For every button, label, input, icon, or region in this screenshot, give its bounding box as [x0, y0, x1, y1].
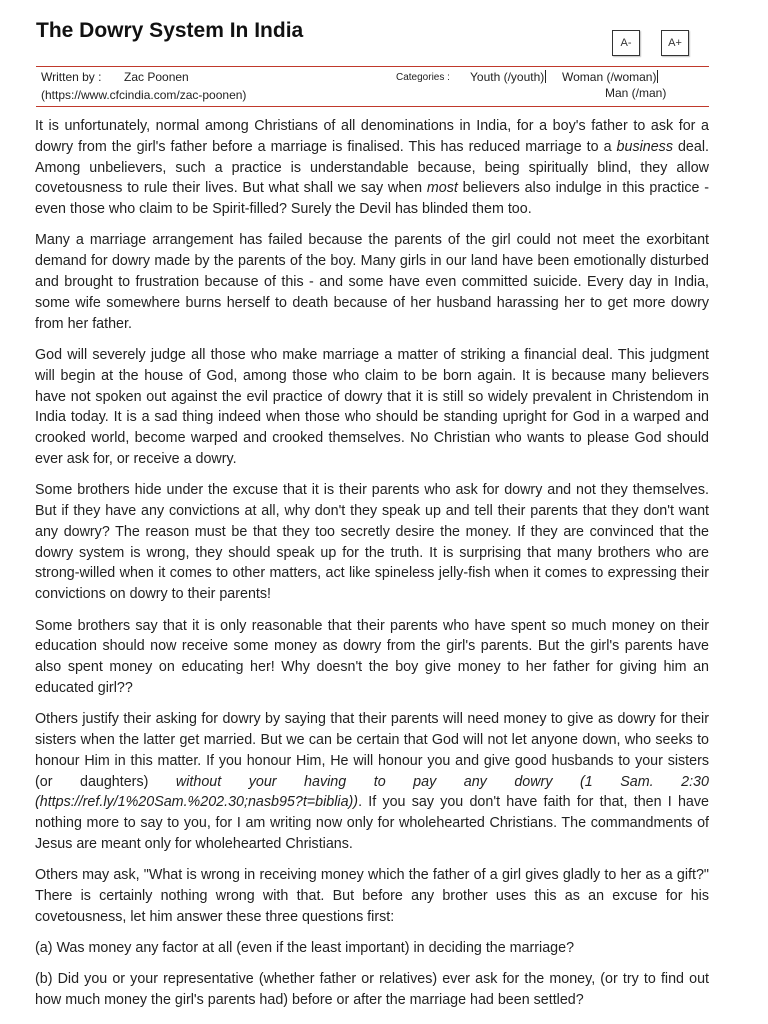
decrease-font-button[interactable]: A- [612, 30, 640, 56]
article-paragraph: Some brothers say that it is only reasonable that their parents who have spent so much money on their education should now receive some money as dowry from the girl's parents. But the girl's parents have also spent money on educating her! Why doesn't the boy give money to her father for giving him an educated girl?? [35, 617, 709, 696]
header-divider-top [36, 66, 709, 67]
emphasis-text: most [426, 180, 458, 197]
article-paragraph: Some brothers hide under the excuse that it is their parents who ask for dowry and not they themselves. But if they have any convictions at all, why don't they speak up and tell their parents that they don't want any dowry? The reason must be that they too secretly desire the money. If they are convinced that the dowry system is wrong, they should speak up for the truth. It is surprising that many brothers who are strong-willed when it comes to other matters, act like spineless jelly-fish when it comes to expressing their convictions on dowry to their parents! [35, 482, 709, 603]
article-paragraph [35, 116, 709, 220]
paragraph-text: deal. Among unbelievers, such a practice is understandable because, being spiritually blind, they allow covetousness to rule their lives. But what shall we say when [35, 138, 709, 197]
increase-font-button[interactable]: A+ [661, 30, 689, 56]
category-separator [545, 70, 546, 83]
author-link[interactable]: Zac Poonen [124, 70, 189, 84]
paragraph-text: It is unfortunately, normal among Christians of all denominations in India, for a boy's father to ask for a dowry from the girl's father before a marriage is finalised. This has reduced marriage to a [35, 118, 709, 155]
article-paragraph [35, 709, 709, 855]
page-title: The Dowry System In India [36, 19, 304, 42]
paragraph-text: believers also indulge in this practice - even those who claim to be Spirit-filled? Surely the Devil has blinded them too. [35, 180, 709, 218]
category-man [605, 85, 666, 101]
category-separator [657, 70, 658, 83]
paragraph-text: Others justify their asking for dowry by saying that their parents will need money to give as dowry for their sisters when the latter get married. But we can be certain that God will not let anyone down, who seeks to honour Him in this matter. If you honour Him, He will honour you and give good husbands to your sisters (or daughters) [35, 711, 709, 790]
categories-label: Categories : [396, 72, 450, 83]
category-link-woman[interactable]: Woman (/woman) [562, 70, 657, 84]
emphasis-text: business [616, 138, 673, 155]
header-divider-bottom [36, 106, 709, 107]
written-by-label: Written by : [41, 70, 102, 84]
paragraph-text: . If you say you don't have faith for that, then I have nothing more to say to you, for I am writing now only for wholehearted Christians. The commandments of Jesus are meant only for wholehearted Christians. [35, 794, 709, 852]
article-paragraph: God will severely judge all those who make marriage a matter of striking a financial deal. This judgment will begin at the house of God, among those who claim to be born again. It is because many believers have not spoken out against the evil practice of dowry that it is still so widely prevalent in Christendom in India today. It is a sad thing indeed when those who should be standing upright for God in a warped and crooked world, become warped and crooked themselves. No Christian who wants to please God should ever ask for, or receive a dowry. [35, 346, 709, 467]
category-link-youth[interactable]: Youth (/youth) [470, 70, 545, 84]
author-url-link[interactable]: (https://www.cfcindia.com/zac-poonen) [41, 88, 247, 102]
category-link-man[interactable]: Man (/man) [605, 86, 667, 100]
category-youth [470, 69, 546, 85]
article-paragraph: Others may ask, "What is wrong in receiving money which the father of a girl gives gladly to her as a gift?" There is certainly nothing wrong with that. But before any brother uses this as an excuse for his covetousness, let him answer these three questions first: [35, 867, 709, 925]
article-paragraph: (a) Was money any factor at all (even if the least important) in deciding the marriage? [35, 940, 575, 957]
category-woman [562, 69, 658, 85]
scripture-reference-link[interactable]: (1 Sam. 2:30 (https://ref.ly/1%20Sam.%202.30;nasb95?t=biblia)) [35, 773, 709, 811]
article-paragraph: (b) Did you or your representative (whether father or relatives) ever ask for the money, (or try to find out how much money the girl's parents had) before or after the marriage had been settled? [35, 971, 709, 1009]
emphasis-text: without your having to pay any dowry [175, 773, 553, 790]
article-body [35, 116, 709, 1022]
article-paragraph: Many a marriage arrangement has failed because the parents of the girl could not meet the exorbitant demand for dowry made by the parents of the boy. Many girls in our land have been emotionally disturbed and brought to frustration because of this - and some have even committed suicide. Every day in India, some wife somewhere burns herself to death because of her husband harassing her to get more dowry from her father. [35, 232, 709, 332]
